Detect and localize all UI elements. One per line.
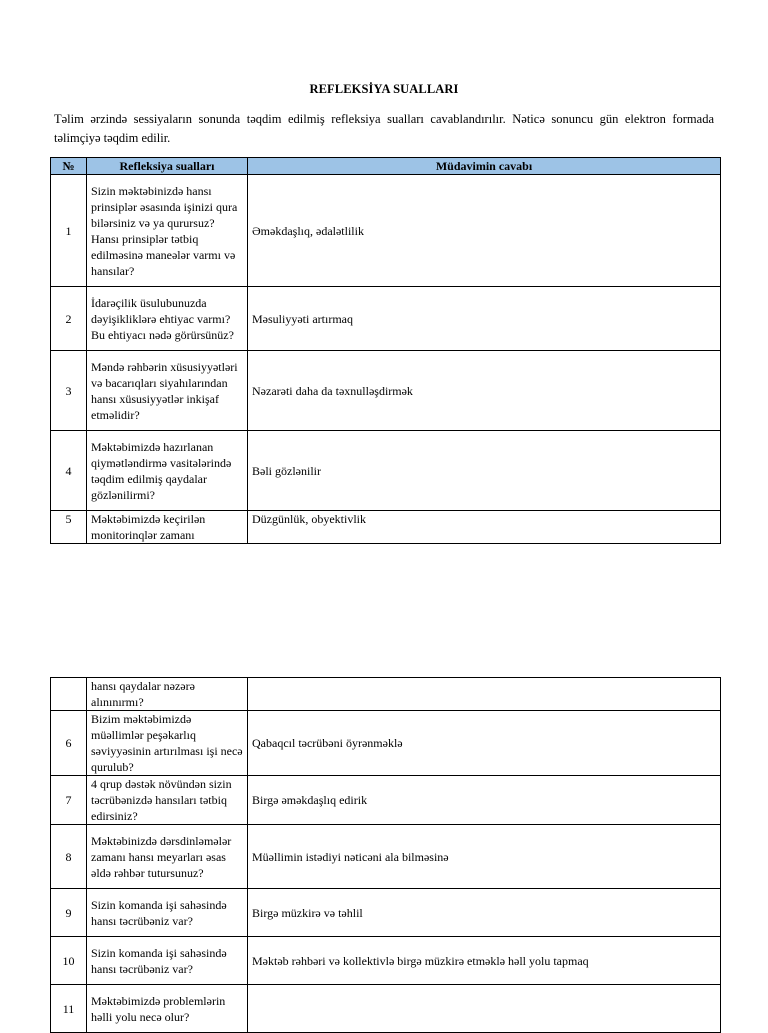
row-answer: Bəli gözlənilir bbox=[248, 431, 721, 511]
row-number: 7 bbox=[51, 776, 87, 825]
row-answer: Əməkdaşlıq, ədalətlilik bbox=[248, 175, 721, 287]
row-number: 1 bbox=[51, 175, 87, 287]
table-header-row bbox=[51, 158, 721, 175]
row-number: 4 bbox=[51, 431, 87, 511]
row-number bbox=[51, 678, 87, 711]
row-answer bbox=[248, 678, 721, 711]
table-row bbox=[51, 351, 721, 431]
table-row bbox=[51, 711, 721, 776]
reflection-table-page2 bbox=[50, 677, 721, 1033]
reflection-table-page1 bbox=[50, 157, 721, 544]
row-question: İdarəçilik üsulubunuzda dəyişikliklərə ehtiyac varmı? Bu ehtiyacı nədə görürsünüz? bbox=[87, 287, 248, 351]
table-row bbox=[51, 776, 721, 825]
row-question: Sizin məktəbinizdə hansı prinsiplər əsasında işinizi qura bilərsiniz və ya qurursuz? Hansı prinsiplər tətbiq edilməsinə maneələr varmı və hansılar? bbox=[87, 175, 248, 287]
row-answer: Qabaqcıl təcrübəni öyrənməklə bbox=[248, 711, 721, 776]
table-row bbox=[51, 937, 721, 985]
row-number: 2 bbox=[51, 287, 87, 351]
row-answer: Məktəb rəhbəri və kollektivlə birgə müzkirə etməklə həll yolu tapmaq bbox=[248, 937, 721, 985]
table-row bbox=[51, 175, 721, 287]
row-number: 11 bbox=[51, 985, 87, 1033]
row-answer: Birgə müzkirə və təhlil bbox=[248, 889, 721, 937]
row-number: 6 bbox=[51, 711, 87, 776]
row-answer: Məsuliyyəti artırmaq bbox=[248, 287, 721, 351]
table-row bbox=[51, 985, 721, 1033]
row-question: Məktəbimizdə keçirilən monitorinqlər zamanı bbox=[87, 511, 248, 544]
row-question: Məktəbimizdə problemlərin həlli yolu necə olur? bbox=[87, 985, 248, 1033]
header-number: № bbox=[51, 158, 87, 175]
row-answer: Düzgünlük, obyektivlik bbox=[248, 511, 721, 544]
document-title: REFLEKSİYA SUALLARI bbox=[309, 82, 459, 96]
row-question: Məndə rəhbərin xüsusiyyətləri və bacarıqları siyahılarından hansı xüsusiyyətlər inkişaf etməlidir? bbox=[87, 351, 248, 431]
table-row bbox=[51, 889, 721, 937]
table-row bbox=[51, 825, 721, 889]
row-question: Məktəbinizdə dərsdinləmələr zamanı hansı meyarları əsas əldə rəhbər tutursunuz? bbox=[87, 825, 248, 889]
row-number: 9 bbox=[51, 889, 87, 937]
header-answers: Müdavimin cavabı bbox=[248, 158, 721, 175]
row-question: 4 qrup dəstək növündən sizin təcrübənizdə hansıları tətbiq edirsiniz? bbox=[87, 776, 248, 825]
row-answer: Birgə əməkdaşlıq edirik bbox=[248, 776, 721, 825]
row-number: 10 bbox=[51, 937, 87, 985]
table-row bbox=[51, 431, 721, 511]
header-questions: Refleksiya sualları bbox=[87, 158, 248, 175]
table-row bbox=[51, 287, 721, 351]
table-row bbox=[51, 511, 721, 544]
intro-paragraph: Təlim ərzində sessiyaların sonunda təqdim edilmiş refleksiya sualları cavablandırılır. Nəticə sonuncu gün elektron formada təlimçiyə təqdim edilir. bbox=[54, 112, 714, 145]
row-question: hansı qaydalar nəzərə alınınırmı? bbox=[87, 678, 248, 711]
row-answer: Nəzarəti daha da təxnulləşdirmək bbox=[248, 351, 721, 431]
row-answer bbox=[248, 985, 721, 1033]
row-number: 5 bbox=[51, 511, 87, 544]
row-answer: Müəllimin istədiyi nəticəni ala bilməsinə bbox=[248, 825, 721, 889]
row-question: Sizin komanda işi sahəsində hansı təcrübəniz var? bbox=[87, 889, 248, 937]
row-question: Sizin komanda işi sahəsində hansı təcrübəniz var? bbox=[87, 937, 248, 985]
row-number: 3 bbox=[51, 351, 87, 431]
row-question: Məktəbimizdə hazırlanan qiymətləndirmə vasitələrində təqdim edilmiş qaydalar gözlənilirmi? bbox=[87, 431, 248, 511]
row-number: 8 bbox=[51, 825, 87, 889]
table-row bbox=[51, 678, 721, 711]
row-question: Bizim məktəbimizdə müəllimlər peşəkarlıq səviyyəsinin artırılması işi necə qurulub? bbox=[87, 711, 248, 776]
